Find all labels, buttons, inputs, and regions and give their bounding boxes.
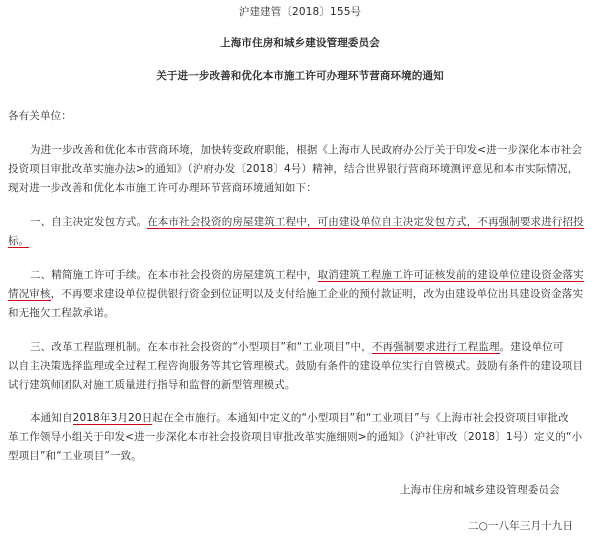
item2-line-3: 和无拖欠工程款承诺。 (8, 307, 115, 319)
item3-highlight: 不再强制要求进行工程监理 (371, 341, 500, 353)
effective-line-3: 型项目”和“工业项目”一致。 (8, 450, 142, 462)
item2-heading: 二、精简施工许可手续。在本市社会投资的房屋建筑工程中， (30, 269, 318, 281)
item2-highlight-end: 情况审核 (8, 288, 51, 300)
item2-highlight: 取消建筑工程施工许可证核发前的建设单位建设资金落实 (317, 269, 584, 281)
item2-text: ，不再要求建设单位提供银行资金到位证明以及支付给施工企业的预付款证明，改为由建设单位出具建设资金落实 (50, 288, 584, 300)
issuer-heading: 上海市住房和城乡建设管理委员会 (220, 37, 380, 49)
item3-line-2: 以自主决策选择监理或全过程工程咨询服务等其它管理模式。鼓励有条件的建设单位实行自管模式。鼓励有条件的建设项目 (8, 360, 584, 372)
effective-line-2: 革工作领导小组关于印发<进一步深化本市社会投资项目审批改革实施细则>的通知》（沪社审改〔2018〕1号）定义的“小 (8, 431, 583, 443)
effective-line-1 (30, 412, 569, 425)
item1-highlight: 在本市社会投资的房屋建筑工程中，可由建设单位自主决定发包方式，不再强制要求进行招投 (147, 216, 584, 228)
document-number: 沪建建管〔2018〕155号 (238, 6, 362, 18)
document-title: 关于进一步改善和优化本市施工许可办理环节营商环境的通知 (156, 70, 444, 82)
item1-line-1 (30, 216, 584, 229)
intro-line-1: 为进一步改善和优化本市营商环境，加快转变政府职能，根据《上海市人民政府办公厅关于印发<进一步深化本市社会 (30, 144, 583, 156)
item1-highlight-end: 标。 (8, 235, 30, 247)
intro-line-3: 现对进一步改善和优化本市施工许可办理环节营商环境通知如下： (8, 182, 317, 194)
effective-text: 起在全市施行。本通知中定义的“小型项目”和“工业项目”与《上海市社会投资项目审批改 (152, 412, 569, 424)
signature-date: 二○一八年三月十九日 (468, 520, 574, 532)
item1-heading: 一、自主决定发包方式。 (30, 216, 148, 228)
signature-issuer: 上海市住房和城乡建设管理委员会 (400, 484, 560, 496)
item3-line-3: 试行建筑师团队对施工质量进行指导和监督的新型管理模式。 (8, 379, 296, 391)
item1-line-2 (8, 235, 29, 248)
item3-heading: 三、改革工程监理机制。在本市社会投资的“小型项目”和“工业项目”中， (30, 341, 372, 353)
item3-text: 。建设单位可 (499, 341, 564, 353)
effective-pre: 本通知自 (30, 412, 73, 424)
item3-line-1 (30, 341, 564, 354)
effective-date-highlight: 2018年3月20日 (72, 412, 153, 424)
item2-line-2 (8, 288, 583, 301)
item2-line-1 (30, 269, 584, 282)
salutation: 各有关单位： (8, 110, 72, 122)
intro-line-2: 投资项目审批改革实施办法>的通知》（沪府办发〔2018〕4号）精神，结合世界银行营商环境测评意见和本市实际情况， (8, 163, 579, 175)
